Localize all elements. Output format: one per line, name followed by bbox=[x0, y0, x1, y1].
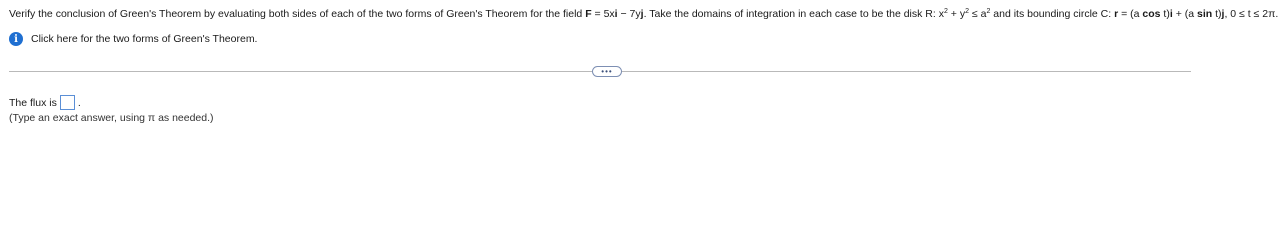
position-vector-label: r bbox=[1114, 8, 1119, 20]
answer-line bbox=[9, 95, 81, 110]
unit-vector-i: i bbox=[614, 8, 618, 20]
question-text-part: + y bbox=[947, 8, 966, 20]
unit-vector-j: j bbox=[1221, 8, 1225, 20]
question-text-part: + (a bbox=[1172, 8, 1198, 20]
unit-vector-j: j bbox=[640, 8, 644, 20]
exponent: 2 bbox=[943, 8, 948, 15]
exponent: 2 bbox=[965, 8, 970, 15]
answer-instruction: (Type an exact answer, using π as needed.) bbox=[9, 112, 214, 124]
question-text-part: t) bbox=[1160, 8, 1170, 20]
question-text bbox=[9, 6, 1278, 22]
question-intro: Verify the conclusion of Green's Theorem by evaluating both sides of each of the two forms of Green's Theorem for the field bbox=[9, 8, 586, 20]
field-expr-a: = 5x bbox=[591, 8, 615, 20]
sin-function: sin bbox=[1197, 8, 1213, 20]
greens-theorem-hint-link[interactable] bbox=[9, 32, 257, 46]
question-text-part: and its bounding circle C: bbox=[990, 8, 1115, 20]
answer-prefix: The flux is bbox=[9, 96, 57, 109]
answer-suffix: . bbox=[77, 96, 81, 109]
question-text-part: ≤ a bbox=[969, 8, 987, 20]
question-text-part: t) bbox=[1212, 8, 1222, 20]
question-text-part: = (a bbox=[1118, 8, 1143, 20]
cos-function: cos bbox=[1142, 8, 1161, 20]
field-expr-b: − 7y bbox=[617, 8, 641, 20]
field-label: F bbox=[585, 8, 592, 20]
info-icon[interactable]: i bbox=[9, 32, 23, 46]
hint-label[interactable]: Click here for the two forms of Green's Theorem. bbox=[31, 33, 258, 45]
expand-more-button[interactable]: ••• bbox=[592, 66, 622, 77]
flux-answer-input[interactable] bbox=[60, 95, 75, 110]
question-domain: . Take the domains of integration in each case to be the disk R: x bbox=[643, 8, 944, 20]
exponent: 2 bbox=[986, 8, 991, 15]
question-text-part: , 0 ≤ t ≤ 2π. bbox=[1224, 8, 1278, 20]
unit-vector-i: i bbox=[1169, 8, 1173, 20]
